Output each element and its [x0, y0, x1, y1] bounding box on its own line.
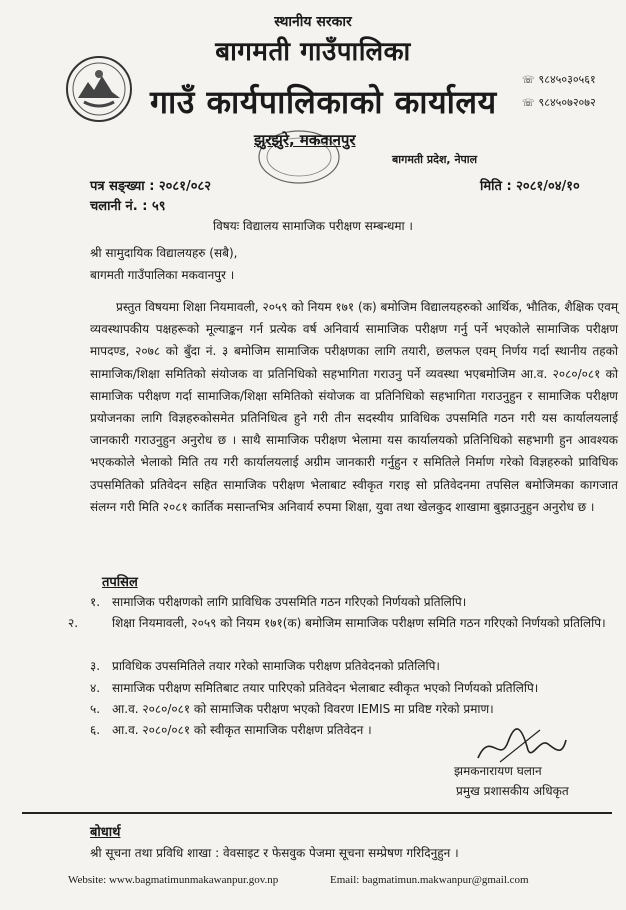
footer-website: Website: www.bagmatimunmakawanpur.gov.np [68, 874, 279, 886]
phone-number-1: ९८४५०३०५६१ [538, 73, 596, 86]
header-local-govt: स्थानीय सरकार [274, 14, 352, 30]
item-text: सामाजिक परीक्षणको लागि प्राविधिक उपसमिति गठन गरिएको निर्णयको प्रतिलिपि। [112, 595, 467, 609]
item-number: २. [68, 616, 79, 630]
letter-body: प्रस्तुत विषयमा शिक्षा नियमावली, २०५९ को नियम १७१ (क) बमोजिम विद्यालयहरुको आर्थिक, भौतिक, शैक्षिक एवम् व्यवस्थापकीय पक्षहरूको मूल्याङ्कन गर्न प्रत्येक वर्ष अनिवार्य सामाजिक परीक्षण गर्नु पर्ने भएकोले सामाजिक परीक्षण मापदण्ड, २०७८ को बुँदा नं. ३ बमोजिम सामाजिक परीक्षणका लागि तयारी, छलफल एवम् निर्णय गर्दा स्थानीय तहको सामाजिक/शिक्षा समितिको संयोजक वा प्रतिनिधिको सहभागिता गराउनु पर्ने व्यवस्था भएबमोजिम आ.व. २०८०/०८१ को सामाजिक परीक्षण गर्दा सामाजिक/शिक्षा समितिको संयोजक वा प्रतिनिधिको सहभागिता गराउनुहुन र सामाजिक परीक्षण प्रयोजनका लागि विज्ञहरुकोसमेत प्रतिनिधित्व हुने गरी तीन सदस्यीय प्राविधिक उपसमिति गठन गरी यस कार्यालयलाई जानकारी गराउनुहुन अनुरोध छ । साथै सामाजिक परीक्षण भेलामा यस कार्यालयको प्रतिनिधिको सहभागी हुन आवश्यक भएककोले भेलाको मिति तय गरी कार्यालयलाई अग्रीम जानकारी गर्नुहुन र समितिले निर्माण गरेको विज्ञहरुको प्राविधिक उपसमितिको प्रतिवेदन सहित सामाजिक परीक्षण भेलाबाट स्वीकृत गराइ सो प्रतिवेदनमा तपसिल बमोजिमका कागजात संलग्न गरी मिति २०८१ कार्तिक मसान्तभित्र अनिवार्य रुपमा शिक्षा, युवा तथा खेलकुद शाखामा बुझाउनुहुन अनुरोध छ । [90, 300, 618, 514]
header-office: गाउँ कार्यपालिकाको कार्यालय [150, 83, 497, 121]
tapsil-item-3 [90, 656, 610, 677]
signatory-title: प्रमुख प्रशासकीय अधिकृत [456, 784, 569, 798]
tapsil-item-2 [68, 613, 610, 634]
item-number: ६. [90, 723, 101, 737]
header-municipality: बागमती गाउँपालिका [215, 37, 411, 67]
cc-heading: बोधार्थ [90, 825, 121, 840]
phone-number-2: ९८४५०७२०७२ [538, 96, 596, 109]
item-text: आ.व. २०८०/०८१ को स्वीकृत सामाजिक परीक्षण प्रतिवेदन । [112, 723, 372, 737]
office-province: बागमती प्रदेश, नेपाल [392, 153, 478, 166]
phone-icon: ☏ [522, 98, 535, 109]
item-number: ५. [90, 702, 101, 716]
item-number: ४. [90, 681, 101, 695]
addressee-line-2: बागमती गाउँपालिका मकवानपुर । [90, 268, 235, 282]
nepal-emblem-logo [64, 54, 134, 124]
letter-subject: विषयः विद्यालय सामाजिक परीक्षण सम्बन्धमा । [213, 219, 413, 233]
item-text: शिक्षा नियमावली, २०५९ को नियम १७१(क) बमोजिम सामाजिक परीक्षण समिति गठन गरिएको निर्णयको प्रतिलिपि। [112, 616, 606, 630]
signatory-name: झमकनारायण घलान [454, 764, 542, 778]
cc-line: श्री सूचना तथा प्रविधि शाखा : वेवसाइट र फेसवुक पेजमा सूचना सम्प्रेषण गरिदिनुहुन । [90, 846, 459, 860]
phone-1 [522, 72, 596, 87]
dispatch-number: चलानी नं. : ५९ [90, 199, 166, 214]
tapsil-item-5 [90, 699, 610, 720]
tapsil-heading: तपसिल [102, 575, 138, 590]
item-text: आ.व. २०८०/०८१ को सामाजिक परीक्षण भएको विवरण IEMIS मा प्रविष्ट गरेको प्रमाण। [112, 702, 494, 716]
item-number: १. [90, 595, 101, 609]
divider [22, 812, 612, 814]
letter-number: पत्र सङ्ख्या : २०८१/०८२ [90, 179, 211, 194]
footer-email: Email: bagmatimun.makwanpur@gmail.com [330, 874, 529, 886]
addressee-line-1: श्री सामुदायिक विद्यालयहरु (सबै), [90, 246, 238, 260]
office-place: झुरझुरे, मकवानपुर [254, 131, 356, 149]
tapsil-item-1 [90, 592, 610, 613]
phone-2 [522, 95, 596, 110]
item-text: प्राविधिक उपसमितिले तयार गरेको सामाजिक परीक्षण प्रतिवेदनको प्रतिलिपि। [112, 659, 440, 673]
letter-date: मिति : २०८१/०४/१० [480, 179, 580, 194]
item-text: सामाजिक परीक्षण समितिबाट तयार पारिएको प्रतिवेदन भेलाबाट स्वीकृत भएको निर्णयको प्रतिलिपि। [112, 681, 539, 695]
phone-icon: ☏ [522, 75, 535, 86]
tapsil-item-4 [90, 678, 610, 699]
item-number: ३. [90, 659, 101, 673]
